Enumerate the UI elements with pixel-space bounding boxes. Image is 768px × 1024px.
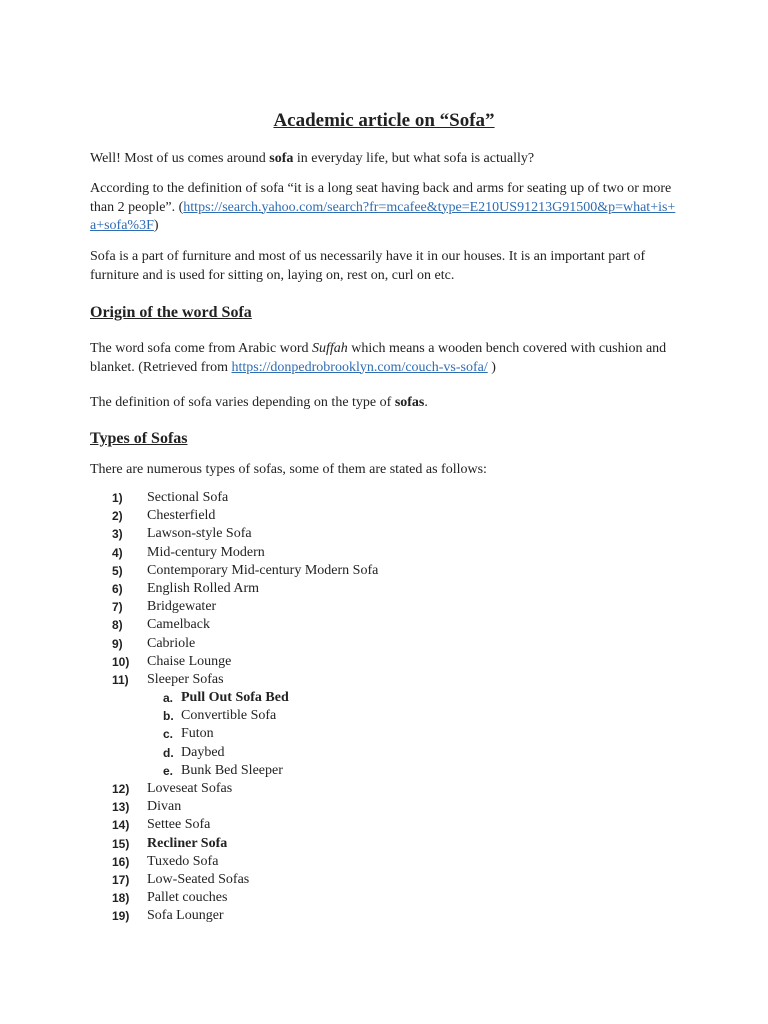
definition-text: According to the definition of sofa “it is a long seat having back and arms for seating up of two or more than 2 people”. ( [90,181,672,215]
variation-period: . [424,395,428,410]
origin-text-2: which means a wooden bench covered with cushion and blanket. (Retrieved from [90,341,667,375]
furniture-paragraph: Sofa is a part of furniture and most of us necessarily have it in our houses. It is an important part of furniture and is used for sitting on, laying on, rest on, curl on etc. [90,249,646,283]
origin-close-paren: ) [487,359,496,375]
document-page: Academic article on “Sofa” Well! Most of us comes around sofa in everyday life, but what sofa is actually? According to the definition of sofa “it is a long seat having back and arms for seating up of two or more than 2 people”. (https://search.yahoo.com/search?fr=mcafee&type=E210US91213G91500&p=what+is+a+sofa%3F) Sofa is a part of furniture and most of us necessarily have it in our houses. It is an important part of furniture and is used for sitting on, laying on, rest on, curl on etc. Origin of the word Sofa The word sofa come from Arabic word Suffah which means a wooden bench covered with cushion and blanket. (Retrieved from https://donpedrobrooklyn.com/couch-vs-sofa/ ) The definition of sofa varies depending on the type of sofas. Types of Sofas There are numerous types of sofas, some of them are stated as follows: 1) Sectional Sofa 2) Chesterfield 3) Lawson-style Sofa 4) Mid-century Modern 5) Contemporary Mid-century Modern Sofa 6) English Rolled Arm 7) Bridgewater 8) Camelback 9) Cabriole 10) Chaise Lounge 11) Sleeper Sofas a. Pull Out Sofa Bed b. Convertible Sofa c. Futon d. Daybed e. Bunk Bed Sleeper 12) Loveseat Sofas 13) Divan 14) Settee Sofa 15) Recliner Sofa 16) Tuxedo Sofa 17) Low-Seated Sofas 18) Pallet couches 19) Sofa Lounger [0,0,768,1024]
variation-text: The definition of sofa varies depending on the type of [90,395,395,410]
intro-text-2: in everyday life, but what sofa is actually? [293,151,535,166]
donpedro-link[interactable]: https://donpedrobrooklyn.com/couch-vs-sofa/ [231,359,488,375]
variation-paragraph [90,394,680,413]
intro-paragraph [90,150,680,169]
intro-text-1: Well! Most of us comes around [90,151,270,166]
types-intro-paragraph: There are numerous types of sofas, some of them are stated as follows: [90,462,487,477]
heading-origin: Origin of the word Sofa [90,304,252,321]
origin-text-1: The word sofa come from Arabic word [90,341,312,356]
definition-paragraph [90,180,680,236]
origin-paragraph [90,340,680,377]
heading-types: Types of Sofas [90,430,188,447]
variation-bold-sofas: sofas [394,395,425,410]
yahoo-search-link[interactable]: https://search.yahoo.com/search?fr=mcafee&type=E210US91213G91500&p=what+is+a+sofa%3F [90,199,676,233]
origin-italic-suffah: Suffah [311,341,348,356]
definition-close-paren: ) [153,218,159,233]
intro-bold-sofa: sofa [269,151,294,166]
page-title: Academic article on “Sofa” [273,110,495,131]
